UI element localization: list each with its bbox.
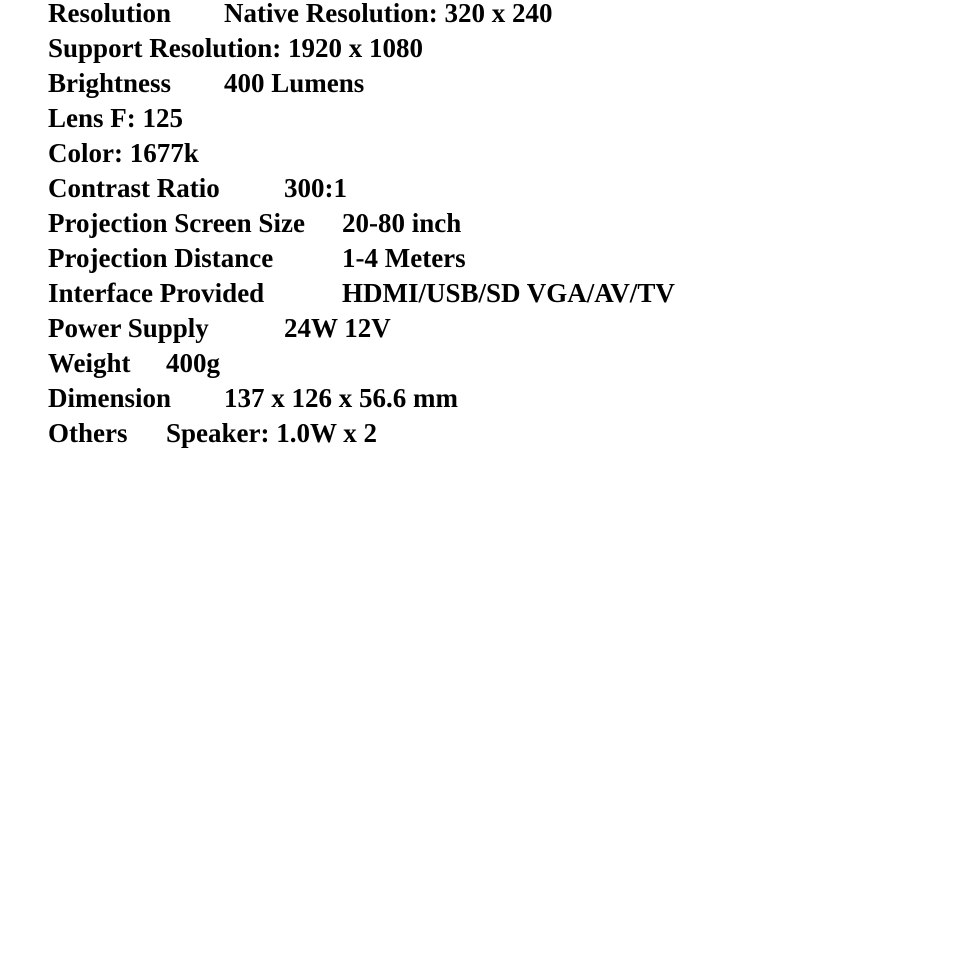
spec-resolution-label: Resolution	[48, 0, 172, 28]
spec-screen-size	[48, 206, 675, 241]
spec-lens: Lens F: 125	[48, 103, 183, 133]
spec-distance-label: Projection Distance	[48, 243, 274, 273]
spec-contrast-label: Contrast Ratio	[48, 173, 220, 203]
spec-screen-size-value: 20-80 inch	[342, 208, 462, 238]
spec-brightness-label: Brightness	[48, 68, 172, 98]
spec-brightness	[48, 66, 675, 101]
spec-dimension	[48, 381, 675, 416]
spec-weight	[48, 346, 675, 381]
spec-power-value: 24W 12V	[284, 313, 391, 343]
spec-weight-label: Weight	[48, 348, 131, 378]
spec-dimension-label: Dimension	[48, 383, 172, 413]
spec-distance	[48, 241, 675, 276]
spec-resolution-value: Native Resolution: 320 x 240	[224, 0, 553, 28]
spec-color: Color: 1677k	[48, 138, 199, 168]
spec-contrast	[48, 171, 675, 206]
spec-brightness-value: 400 Lumens	[224, 68, 365, 98]
spec-others	[48, 416, 675, 451]
spec-support-resolution: Support Resolution: 1920 x 1080	[48, 33, 424, 63]
spec-others-value: Speaker: 1.0W x 2	[166, 418, 378, 448]
spec-distance-value: 1-4 Meters	[342, 243, 466, 273]
spec-interface	[48, 276, 675, 311]
spec-dimension-value: 137 x 126 x 56.6 mm	[224, 383, 458, 413]
spec-interface-label: Interface Provided	[48, 278, 265, 308]
spec-power-label: Power Supply	[48, 313, 209, 343]
spec-list	[48, 0, 675, 451]
spec-screen-size-label: Projection Screen Size	[48, 208, 305, 238]
spec-others-label: Others	[48, 418, 128, 448]
spec-interface-value: HDMI/USB/SD VGA/AV/TV	[342, 278, 675, 308]
spec-contrast-value: 300:1	[284, 173, 347, 203]
spec-resolution	[48, 0, 675, 31]
spec-power	[48, 311, 675, 346]
spec-weight-value: 400g	[166, 348, 220, 378]
